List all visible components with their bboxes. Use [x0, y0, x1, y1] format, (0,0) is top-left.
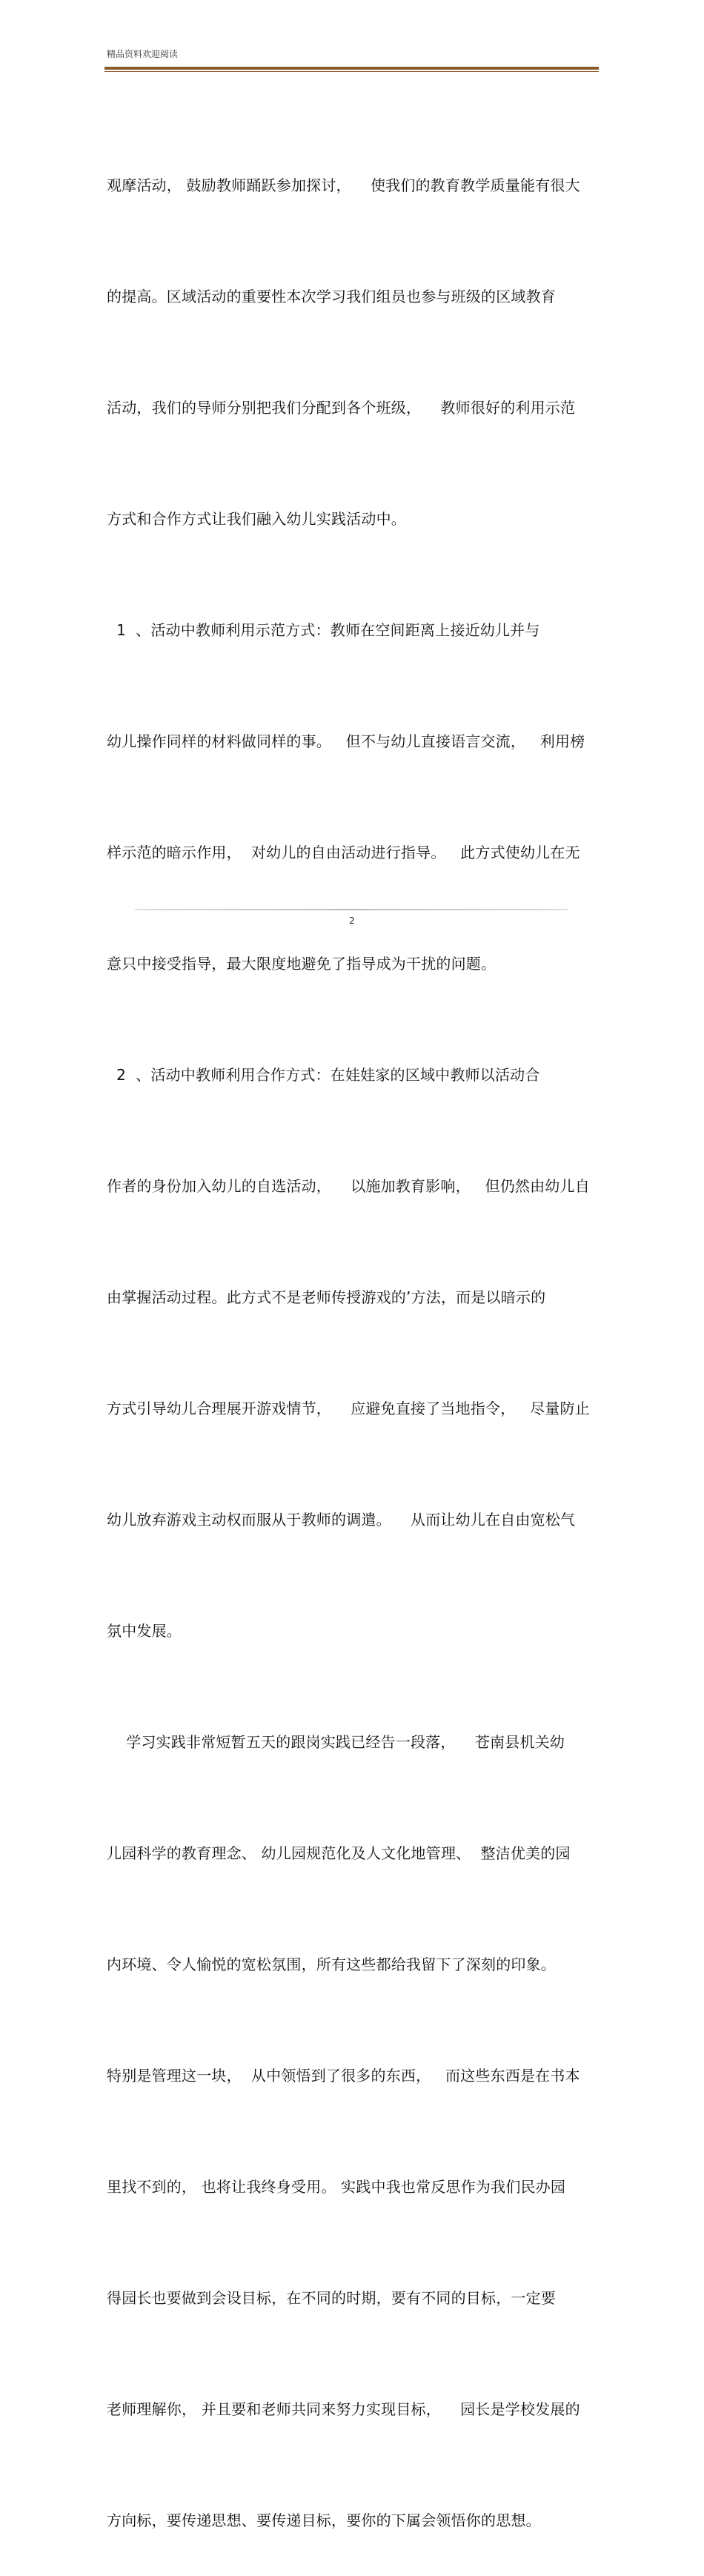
text-line: 幼儿操作同样的材料做同样的事。 但不与幼儿直接语言交流， 利用榜: [107, 732, 585, 750]
text-line: 由掌握活动过程。此方式不是老师传授游戏的’方法，而是以暗示的: [107, 1288, 546, 1306]
body-text: [107, 93, 611, 2576]
text-line: 意只中接受指导，最大限度地避免了指导成为干扰的问题。: [107, 955, 497, 973]
running-header: 精品资料欢迎阅读: [107, 49, 179, 59]
text-line: 里找不到的， 也将让我终身受用。 实践中我也常反思作为我们民办园: [107, 2178, 566, 2196]
text-line: 内环境、令人愉悦的宽松氛围，所有这些都给我留下了深刻的印象。: [107, 1956, 556, 1973]
text-line: 儿园科学的教育理念、 幼儿园规范化及人文化地管理、 整洁优美的园: [107, 1844, 571, 1862]
footer-rule: [135, 909, 568, 910]
header-rule-thin: [104, 71, 599, 72]
text-line: 方式引导幼儿合理展开游戏情节， 应避免直接了当地指令， 尽量防止: [107, 1400, 590, 1417]
text-line: 观摩活动， 鼓励教师踊跃参加探讨， 使我们的教育教学质量能有很大: [107, 176, 580, 194]
text-line: 幼儿放弃游戏主动权而服从于教师的调遣。 从而让幼儿在自由宽松气: [107, 1511, 576, 1529]
text-line: 样示范的暗示作用， 对幼儿的自由活动进行指导。 此方式使幼儿在无: [107, 844, 580, 861]
header-rule: [104, 67, 599, 70]
text-line: 得园长也要做到会设目标，在不同的时期，要有不同的目标，一定要: [107, 2289, 556, 2307]
page-number: 2: [349, 915, 355, 926]
text-line: 2 、活动中教师利用合作方式：在娃娃家的区域中教师以活动合: [107, 1066, 540, 1084]
text-line: 活动，我们的导师分别把我们分配到各个班级， 教师很好的利用示范: [107, 399, 576, 417]
text-line: 老师理解你， 并且要和老师共同来努力实现目标， 园长是学校发展的: [107, 2400, 580, 2418]
text-line: 方向标，要传递思想、要传递目标，要你的下属会领悟你的思想。: [107, 2512, 541, 2529]
text-line: 作者的身份加入幼儿的自选活动， 以施加教育影响， 但仍然由幼儿自: [107, 1177, 590, 1195]
text-line: 氛中发展。: [107, 1622, 182, 1640]
text-line: 1 、活动中教师利用示范方式：教师在空间距离上接近幼儿并与: [107, 621, 540, 639]
text-line: 特别是管理这一块， 从中领悟到了很多的东西， 而这些东西是在书本: [107, 2067, 580, 2085]
text-line: 的提高。区域活动的重要性本次学习我们组员也参与班级的区域教育: [107, 288, 556, 305]
text-line: 方式和合作方式让我们融入幼儿实践活动中。: [107, 510, 406, 528]
text-line: 学习实践非常短暂五天的跟岗实践已经告一段落， 苍南县机关幼: [107, 1733, 565, 1751]
